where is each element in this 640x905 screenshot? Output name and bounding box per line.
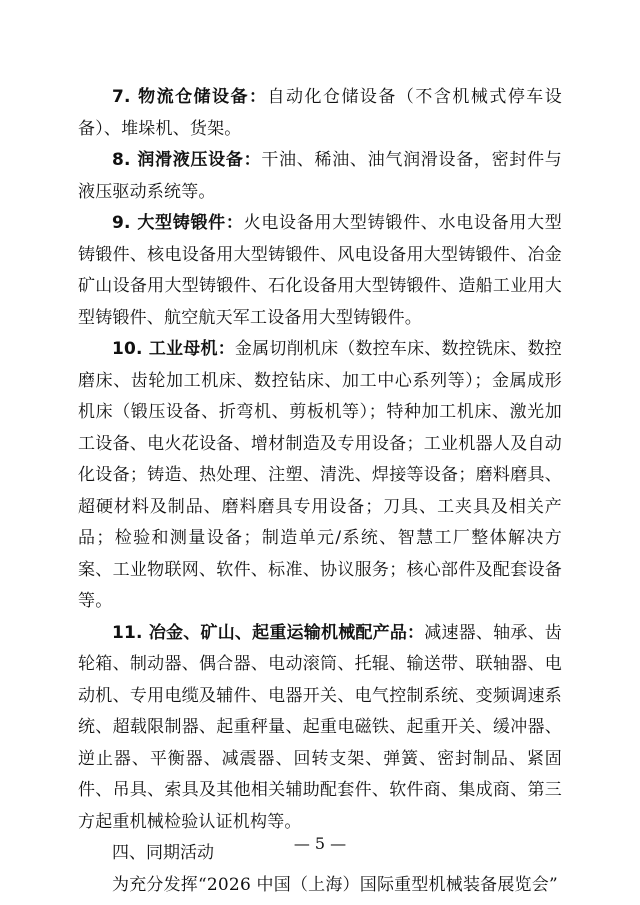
- item-7-text: 自动化仓储设备（不含机械式停车设备）、堆垛机、货架。: [78, 87, 562, 139]
- item-10-text: 金属切削机床（数控车床、数控铣床、数控磨床、齿轮加工机床、数控钻床、加工中心系列等）；金属成形机床（锻压设备、折弯机、剪板机等）；特种加工机床、激光加工设备、电火花设备、增材制造及专用设备；工业机器人及自动化设备；铸造、热处理、注塑、清洗、焊接等设备；磨料磨具、超硬材料及制品、磨料磨具专用设备；刀具、工夹具及相关产品；检验和测量设备；制造单元/系统、智慧工厂整体解决方案、工业物联网、软件、标准、协议服务；核心部件及配套设备等。: [78, 339, 562, 611]
- item-10: [78, 334, 562, 618]
- document-body: [78, 82, 562, 901]
- section-title: 四、同期活动: [112, 843, 214, 863]
- item-10-heading: 10. 工业母机：: [112, 339, 235, 359]
- item-8-heading: 8. 润滑液压设备：: [112, 150, 262, 170]
- page-number: — 5 —: [293, 834, 347, 853]
- item-11-text: 减速器、轴承、齿轮箱、制动器、偶合器、电动滚筒、托辊、输送带、联轴器、电动机、专用电缆及辅件、电器开关、电气控制系统、变频调速系统、超载限制器、起重秤量、起重电磁铁、起重开关、缓冲器、逆止器、平衡器、减震器、回转支架、弹簧、密封制品、紧固件、吊具、索具及其他相关辅助配套件、软件商、集成商、第三方起重机械检验认证机构等。: [78, 622, 562, 832]
- item-7-heading: 7. 物流仓储设备：: [112, 87, 268, 107]
- item-7: [78, 82, 562, 145]
- section-paragraph: 为充分发挥“2026 中国（上海）国际重型机械装备展览会”: [112, 874, 558, 895]
- item-11-heading: 11. 冶金、矿山、起重运输机械配产品：: [112, 622, 425, 643]
- item-8-text: 干油、稀油、油气润滑设备，密封件与液压驱动系统等。: [78, 150, 562, 202]
- item-8: [78, 145, 562, 208]
- item-11: [78, 618, 562, 839]
- item-9-text: 火电设备用大型铸锻件、水电设备用大型铸锻件、核电设备用大型铸锻件、风电设备用大型铸锻件、冶金矿山设备用大型铸锻件、石化设备用大型铸锻件、造船工业用大型铸锻件、航空航天军工设备用大型铸锻件。: [78, 213, 562, 328]
- item-9-heading: 9. 大型铸锻件：: [112, 213, 244, 233]
- item-9: [78, 208, 562, 334]
